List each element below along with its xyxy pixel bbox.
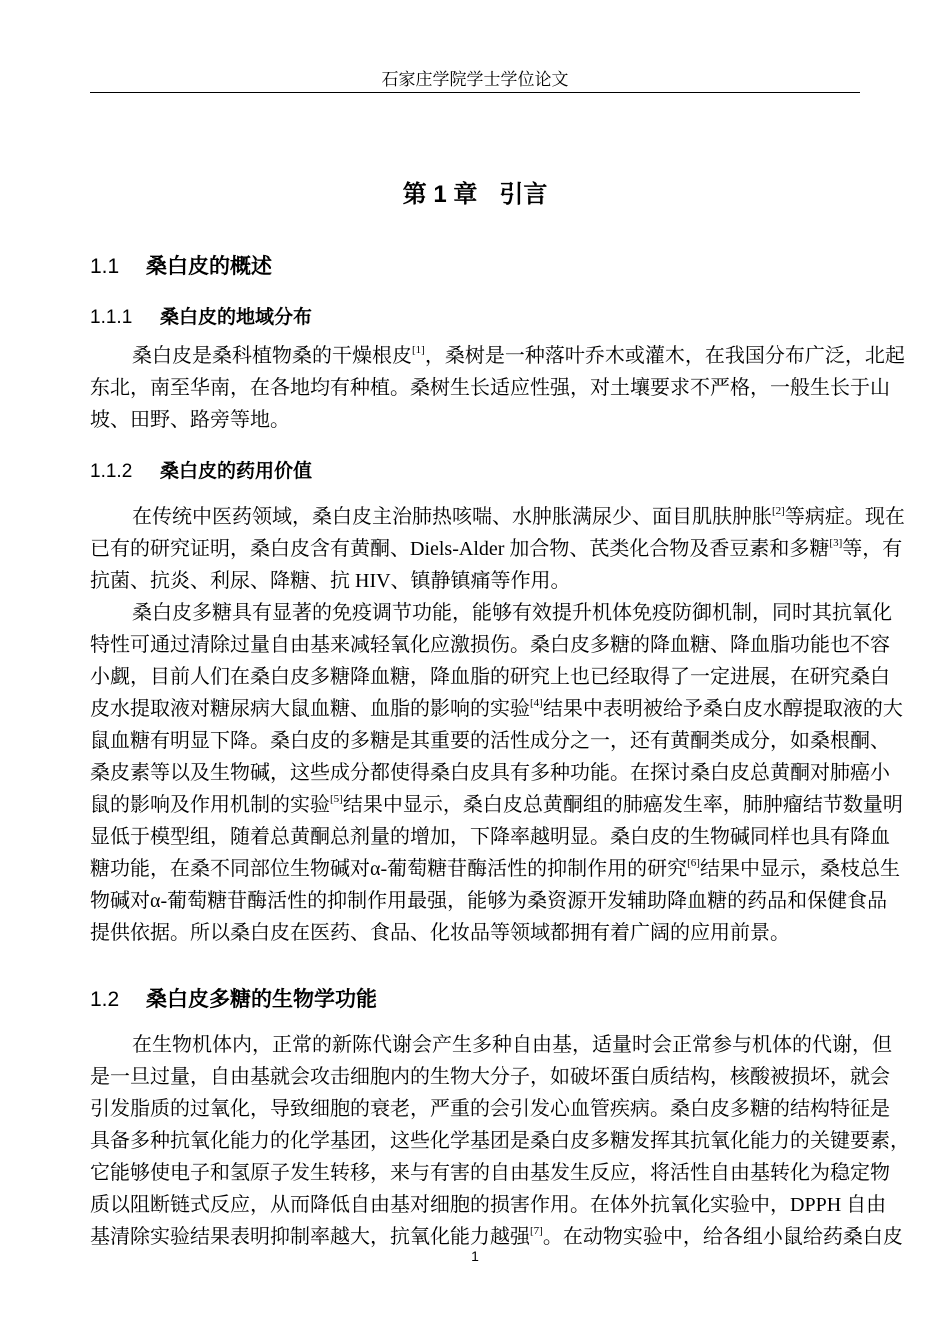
section-title: 桑白皮的地域分布 [160,307,313,328]
running-header: 石家庄学院学士学位论文 [381,70,569,89]
text-line [90,661,890,693]
text-line [90,1061,890,1093]
text-line [90,821,890,853]
text-line [90,789,903,821]
text-line [90,725,890,757]
text-run: 糖功能，在桑不同部位生物碱对α-葡萄糖苷酶活性的抑制作用的研究 [90,858,688,880]
text-run: 提供依据。所以桑白皮在医药、食品、化妆品等领域都拥有着广阔的应用前景。 [90,922,790,944]
text-line [90,1157,890,1189]
header-rule [90,92,860,93]
text-run: 是一旦过量，自由基就会攻击细胞内的生物大分子，如破坏蛋白质结构，核酸被损坏，就会 [90,1066,890,1088]
citation-ref: [4] [530,697,543,709]
text-line [90,853,900,885]
text-line [90,372,890,404]
text-run: 已有的研究证明，桑白皮含有黄酮、Diels-Alder 加合物、芪类化合物及香豆素和多糖 [90,538,830,560]
page-number: 1 [471,1248,479,1264]
text-run: 抗菌、抗炎、利尿、降糖、抗 HIV、镇静镇痛等作用。 [90,570,571,592]
text-run: ，桑树是一种落叶乔木或灌木，在我国分布广泛，北起 [424,345,905,367]
section-number: 1.1.2 [90,461,133,482]
section-title: 桑白皮的药用价值 [160,461,313,482]
text-line [90,1029,892,1061]
paragraph [90,1029,910,1253]
text-run: 显低于模型组，随着总黄酮总剂量的增加，下降率越明显。桑白皮的生物碱同样也具有降血 [90,826,890,848]
text-run: 基清除实验结果表明抑制率越大，抗氧化能力越强 [90,1226,530,1248]
text-line [90,340,905,372]
text-run: 桑白皮是桑科植物桑的干燥根皮 [132,345,412,367]
text-run: 鼠血糖有明显下降。桑白皮的多糖是其重要的活性成分之一，还有黄酮类成分，如桑根酮、 [90,730,890,752]
text-run: 。在动物实验中，给各组小鼠给药桑白皮 [542,1226,903,1248]
text-line [90,1125,910,1157]
text-run: 鼠的影响及作用机制的实验 [90,794,330,816]
text-line [90,501,905,533]
paragraph [90,597,903,949]
text-run: 结果中表明被给予桑白皮水醇提取液的大 [542,698,903,720]
text-line [90,1093,890,1125]
text-run: 具备多种抗氧化能力的化学基团，这些化学基团是桑白皮多糖发挥其抗氧化能力的关键要素， [90,1130,910,1152]
chapter-title [90,178,860,212]
text-run: 在传统中医药领域，桑白皮主治肺热咳喘、水肿胀满尿少、面目肌肤肿胀 [132,506,772,528]
text-run: 东北，南至华南，在各地均有种植。桑树生长适应性强，对土壤要求不严格，一般生长于山 [90,377,890,399]
text-line [90,597,892,629]
chapter-name: 引言 [499,181,548,208]
citation-ref: [5] [330,793,343,805]
text-line [90,533,903,565]
text-line [90,404,860,436]
section-number: 1.1.1 [90,307,133,328]
text-line [90,1189,887,1221]
paragraph [90,340,905,436]
section-title: 桑白皮多糖的生物学功能 [146,988,377,1011]
text-line [90,917,860,949]
section-title: 桑白皮的概述 [146,255,272,278]
text-run: 等病症。现在 [784,506,905,528]
section-number: 1.1 [90,255,120,278]
section-heading-1-1 [90,252,272,282]
text-run: 皮水提取液对糖尿病大鼠血糖、血脂的影响的实验 [90,698,530,720]
text-run: 等，有 [842,538,903,560]
citation-ref: [7] [530,1225,543,1237]
section-number: 1.2 [90,988,120,1011]
text-run: 它能够使电子和氢原子发生转移，来与有害的自由基发生反应，将活性自由基转化为稳定物 [90,1162,890,1184]
section-heading-1-1-2 [90,458,312,486]
text-line [90,885,888,917]
text-run: 物碱对α-葡萄糖苷酶活性的抑制作用最强，能够为桑资源开发辅助降血糖的药品和保健食品 [90,890,888,912]
citation-ref: [1] [412,344,425,356]
text-line [90,757,890,789]
section-heading-1-2 [90,985,377,1015]
citation-ref: [6] [687,857,700,869]
citation-ref: [2] [772,505,785,517]
section-heading-1-1-1 [90,304,312,332]
text-run: 小觑，目前人们在桑白皮多糖降血糖，降血脂的研究上也已经取得了一定进展，在研究桑白 [90,666,890,688]
text-line [90,693,903,725]
text-run: 在生物机体内，正常的新陈代谢会产生多种自由基，适量时会正常参与机体的代谢，但 [132,1034,892,1056]
text-run: 结果中显示，桑枝总生 [699,858,900,880]
text-run: 桑皮素等以及生物碱，这些成分都使得桑白皮具有多种功能。在探讨桑白皮总黄酮对肺癌小 [90,762,890,784]
text-run: 质以阻断链式反应，从而降低自由基对细胞的损害作用。在体外抗氧化实验中，DPPH 自由 [90,1194,887,1216]
citation-ref: [3] [829,537,843,549]
text-run: 引发脂质的过氧化，导致细胞的衰老，严重的会引发心血管疾病。桑白皮多糖的结构特征是 [90,1098,890,1120]
paragraph [90,501,905,597]
text-run: 桑白皮多糖具有显著的免疫调节功能，能够有效提升机体免疫防御机制，同时其抗氧化 [132,602,892,624]
chapter-number: 第 1 章 [402,181,478,208]
text-line [90,629,890,661]
text-run: 坡、田野、路旁等地。 [90,409,290,431]
text-line [90,565,860,597]
text-run: 特性可通过清除过量自由基来减轻氧化应激损伤。桑白皮多糖的降血糖、降血脂功能也不容 [90,634,890,656]
text-run: 结果中显示，桑白皮总黄酮组的肺癌发生率，肺肿瘤结节数量明 [342,794,903,816]
